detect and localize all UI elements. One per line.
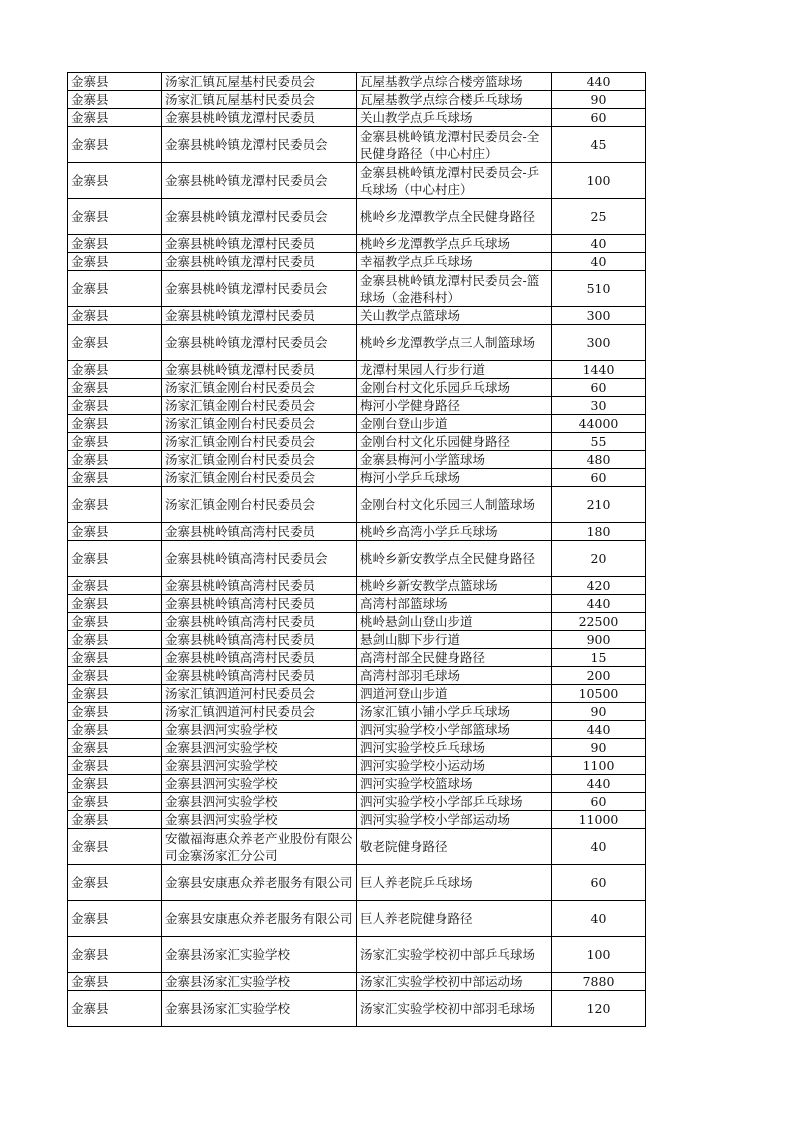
table-row (68, 451, 646, 469)
area-cell: 44000 (552, 415, 646, 433)
venue-cell: 瓦屋基教学点综合楼旁篮球场 (357, 73, 552, 91)
county-cell: 金寨县 (68, 829, 162, 865)
area-cell: 40 (552, 253, 646, 271)
venue-cell: 泗河实验学校小学部篮球场 (357, 721, 552, 739)
area-cell: 45 (552, 127, 646, 163)
table-row (68, 757, 646, 775)
unit-cell: 金寨县桃岭镇高湾村民委员 (162, 595, 357, 613)
unit-cell: 汤家汇镇金刚台村民委员会 (162, 379, 357, 397)
county-cell: 金寨县 (68, 613, 162, 631)
county-cell: 金寨县 (68, 901, 162, 937)
unit-cell: 金寨县桃岭镇龙潭村民委员会 (162, 127, 357, 163)
unit-cell: 金寨县桃岭镇高湾村民委员 (162, 667, 357, 685)
venue-cell: 金刚台村文化乐园乒乓球场 (357, 379, 552, 397)
venue-cell: 泗道河登山步道 (357, 685, 552, 703)
county-cell: 金寨县 (68, 541, 162, 577)
unit-cell: 金寨县桃岭镇龙潭村民委员会 (162, 163, 357, 199)
county-cell: 金寨县 (68, 865, 162, 901)
unit-cell: 金寨县桃岭镇龙潭村民委员 (162, 109, 357, 127)
venue-cell: 泗河实验学校小运动场 (357, 757, 552, 775)
venue-cell: 泗河实验学校乒乓球场 (357, 739, 552, 757)
county-cell: 金寨县 (68, 415, 162, 433)
venue-cell: 梅河小学健身路径 (357, 397, 552, 415)
area-cell: 510 (552, 271, 646, 307)
venue-cell: 关山教学点篮球场 (357, 307, 552, 325)
county-cell: 金寨县 (68, 469, 162, 487)
county-cell: 金寨县 (68, 379, 162, 397)
area-cell: 55 (552, 433, 646, 451)
unit-cell: 金寨县桃岭镇龙潭村民委员 (162, 361, 357, 379)
venue-cell: 桃岭乡高湾小学乒乓球场 (357, 523, 552, 541)
unit-cell: 金寨县桃岭镇龙潭村民委员 (162, 235, 357, 253)
county-cell: 金寨县 (68, 127, 162, 163)
area-cell: 440 (552, 595, 646, 613)
table-row (68, 433, 646, 451)
venue-cell: 汤家汇实验学校初中部羽毛球场 (357, 991, 552, 1027)
county-cell: 金寨县 (68, 649, 162, 667)
area-cell: 60 (552, 793, 646, 811)
area-cell: 180 (552, 523, 646, 541)
unit-cell: 金寨县泗河实验学校 (162, 739, 357, 757)
venue-cell: 汤家汇实验学校初中部乒乓球场 (357, 937, 552, 973)
area-cell: 900 (552, 631, 646, 649)
unit-cell: 汤家汇镇泗道河村民委员会 (162, 703, 357, 721)
area-cell: 440 (552, 73, 646, 91)
venue-cell: 高湾村部篮球场 (357, 595, 552, 613)
unit-cell: 汤家汇镇金刚台村民委员会 (162, 451, 357, 469)
venue-cell: 金寨县桃岭镇龙潭村民委员会-全民健身路径（中心村庄） (357, 127, 552, 163)
table-row (68, 775, 646, 793)
county-cell: 金寨县 (68, 271, 162, 307)
table-row (68, 235, 646, 253)
unit-cell: 金寨县泗河实验学校 (162, 775, 357, 793)
area-cell: 11000 (552, 811, 646, 829)
venue-cell: 瓦屋基教学点综合楼乒乓球场 (357, 91, 552, 109)
unit-cell: 金寨县桃岭镇龙潭村民委员 (162, 253, 357, 271)
county-cell: 金寨县 (68, 937, 162, 973)
area-cell: 210 (552, 487, 646, 523)
area-cell: 1100 (552, 757, 646, 775)
venue-cell: 汤家汇镇小铺小学乒乓球场 (357, 703, 552, 721)
county-cell: 金寨县 (68, 793, 162, 811)
unit-cell: 金寨县桃岭镇龙潭村民委员 (162, 307, 357, 325)
venue-cell: 桃岭乡龙潭教学点三人制篮球场 (357, 325, 552, 361)
venue-cell: 敬老院健身路径 (357, 829, 552, 865)
county-cell: 金寨县 (68, 991, 162, 1027)
county-cell: 金寨县 (68, 739, 162, 757)
table-row (68, 379, 646, 397)
table-row (68, 631, 646, 649)
county-cell: 金寨县 (68, 235, 162, 253)
unit-cell: 金寨县汤家汇实验学校 (162, 973, 357, 991)
county-cell: 金寨县 (68, 523, 162, 541)
table-row (68, 739, 646, 757)
unit-cell: 安徽福海惠众养老产业股份有限公司金寨汤家汇分公司 (162, 829, 357, 865)
table-row (68, 685, 646, 703)
venue-cell: 泗河实验学校小学部运动场 (357, 811, 552, 829)
table-row (68, 541, 646, 577)
county-cell: 金寨县 (68, 631, 162, 649)
table-row (68, 487, 646, 523)
table-row (68, 649, 646, 667)
unit-cell: 金寨县安康惠众养老服务有限公司 (162, 865, 357, 901)
table-row (68, 361, 646, 379)
unit-cell: 金寨县汤家汇实验学校 (162, 991, 357, 1027)
area-cell: 20 (552, 541, 646, 577)
area-cell: 90 (552, 703, 646, 721)
unit-cell: 金寨县安康惠众养老服务有限公司 (162, 901, 357, 937)
county-cell: 金寨县 (68, 109, 162, 127)
county-cell: 金寨县 (68, 73, 162, 91)
venue-cell: 桃岭乡龙潭教学点乒乓球场 (357, 235, 552, 253)
table-row (68, 829, 646, 865)
county-cell: 金寨县 (68, 433, 162, 451)
area-cell: 200 (552, 667, 646, 685)
venue-cell: 高湾村部全民健身路径 (357, 649, 552, 667)
unit-cell: 金寨县桃岭镇高湾村民委员 (162, 649, 357, 667)
unit-cell: 金寨县桃岭镇高湾村民委员 (162, 577, 357, 595)
table-row (68, 163, 646, 199)
venue-cell: 泗河实验学校小学部乒乓球场 (357, 793, 552, 811)
unit-cell: 金寨县桃岭镇高湾村民委员会 (162, 541, 357, 577)
unit-cell: 金寨县泗河实验学校 (162, 757, 357, 775)
table-row (68, 415, 646, 433)
area-cell: 480 (552, 451, 646, 469)
area-cell: 40 (552, 829, 646, 865)
unit-cell: 金寨县桃岭镇高湾村民委员 (162, 523, 357, 541)
unit-cell: 金寨县桃岭镇高湾村民委员 (162, 631, 357, 649)
unit-cell: 金寨县桃岭镇龙潭村民委员会 (162, 271, 357, 307)
venue-cell: 桃岭乡龙潭教学点全民健身路径 (357, 199, 552, 235)
unit-cell: 汤家汇镇金刚台村民委员会 (162, 433, 357, 451)
table-row (68, 397, 646, 415)
table-row (68, 73, 646, 91)
area-cell: 90 (552, 739, 646, 757)
unit-cell: 汤家汇镇金刚台村民委员会 (162, 397, 357, 415)
county-cell: 金寨县 (68, 397, 162, 415)
county-cell: 金寨县 (68, 685, 162, 703)
table-row (68, 307, 646, 325)
unit-cell: 金寨县泗河实验学校 (162, 721, 357, 739)
area-cell: 15 (552, 649, 646, 667)
table-row (68, 523, 646, 541)
area-cell: 100 (552, 163, 646, 199)
unit-cell: 金寨县汤家汇实验学校 (162, 937, 357, 973)
venue-cell: 汤家汇实验学校初中部运动场 (357, 973, 552, 991)
table-row (68, 577, 646, 595)
area-cell: 60 (552, 109, 646, 127)
county-cell: 金寨县 (68, 253, 162, 271)
area-cell: 25 (552, 199, 646, 235)
county-cell: 金寨县 (68, 163, 162, 199)
area-cell: 10500 (552, 685, 646, 703)
area-cell: 440 (552, 775, 646, 793)
county-cell: 金寨县 (68, 811, 162, 829)
area-cell: 420 (552, 577, 646, 595)
table-row (68, 199, 646, 235)
unit-cell: 金寨县桃岭镇龙潭村民委员会 (162, 325, 357, 361)
venue-cell: 龙潭村果园人行步行道 (357, 361, 552, 379)
area-cell: 60 (552, 469, 646, 487)
venue-cell: 巨人养老院乒乓球场 (357, 865, 552, 901)
table-row (68, 721, 646, 739)
area-cell: 22500 (552, 613, 646, 631)
county-cell: 金寨县 (68, 199, 162, 235)
table-row (68, 793, 646, 811)
county-cell: 金寨县 (68, 775, 162, 793)
venue-cell: 梅河小学乒乓球场 (357, 469, 552, 487)
venue-cell: 关山教学点乒乓球场 (357, 109, 552, 127)
unit-cell: 金寨县桃岭镇高湾村民委员 (162, 613, 357, 631)
table-row (68, 703, 646, 721)
venue-cell: 悬剑山脚下步行道 (357, 631, 552, 649)
area-cell: 100 (552, 937, 646, 973)
unit-cell: 汤家汇镇金刚台村民委员会 (162, 415, 357, 433)
venue-cell: 金寨县桃岭镇龙潭村民委员会-乒乓球场（中心村庄） (357, 163, 552, 199)
venue-cell: 巨人养老院健身路径 (357, 901, 552, 937)
table-row (68, 271, 646, 307)
unit-cell: 金寨县桃岭镇龙潭村民委员会 (162, 199, 357, 235)
county-cell: 金寨县 (68, 703, 162, 721)
table-row (68, 91, 646, 109)
venue-cell: 金刚台村文化乐园三人制篮球场 (357, 487, 552, 523)
table-row (68, 325, 646, 361)
venue-table (67, 72, 646, 1027)
table-row (68, 595, 646, 613)
venue-table-body (68, 73, 646, 1027)
county-cell: 金寨县 (68, 451, 162, 469)
area-cell: 440 (552, 721, 646, 739)
venue-cell: 桃岭乡新安教学点全民健身路径 (357, 541, 552, 577)
area-cell: 40 (552, 901, 646, 937)
unit-cell: 汤家汇镇瓦屋基村民委员会 (162, 91, 357, 109)
county-cell: 金寨县 (68, 325, 162, 361)
unit-cell: 汤家汇镇泗道河村民委员会 (162, 685, 357, 703)
county-cell: 金寨县 (68, 487, 162, 523)
table-row (68, 901, 646, 937)
venue-cell: 高湾村部羽毛球场 (357, 667, 552, 685)
table-row (68, 937, 646, 973)
venue-cell: 金刚台村文化乐园健身路径 (357, 433, 552, 451)
table-row (68, 811, 646, 829)
unit-cell: 汤家汇镇金刚台村民委员会 (162, 487, 357, 523)
area-cell: 300 (552, 325, 646, 361)
county-cell: 金寨县 (68, 91, 162, 109)
county-cell: 金寨县 (68, 361, 162, 379)
table-row (68, 109, 646, 127)
unit-cell: 金寨县泗河实验学校 (162, 811, 357, 829)
county-cell: 金寨县 (68, 757, 162, 775)
county-cell: 金寨县 (68, 667, 162, 685)
venue-cell: 金寨县桃岭镇龙潭村民委员会-篮球场（金港科村） (357, 271, 552, 307)
area-cell: 90 (552, 91, 646, 109)
area-cell: 1440 (552, 361, 646, 379)
unit-cell: 汤家汇镇金刚台村民委员会 (162, 469, 357, 487)
table-row (68, 865, 646, 901)
county-cell: 金寨县 (68, 721, 162, 739)
area-cell: 7880 (552, 973, 646, 991)
venue-cell: 金寨县梅河小学篮球场 (357, 451, 552, 469)
table-row (68, 973, 646, 991)
county-cell: 金寨县 (68, 307, 162, 325)
area-cell: 60 (552, 865, 646, 901)
table-row (68, 253, 646, 271)
venue-cell: 桃岭悬剑山登山步道 (357, 613, 552, 631)
area-cell: 300 (552, 307, 646, 325)
county-cell: 金寨县 (68, 595, 162, 613)
county-cell: 金寨县 (68, 973, 162, 991)
area-cell: 60 (552, 379, 646, 397)
county-cell: 金寨县 (68, 577, 162, 595)
venue-cell: 幸福教学点乒乓球场 (357, 253, 552, 271)
venue-cell: 桃岭乡新安教学点篮球场 (357, 577, 552, 595)
table-row (68, 613, 646, 631)
unit-cell: 汤家汇镇瓦屋基村民委员会 (162, 73, 357, 91)
area-cell: 120 (552, 991, 646, 1027)
table-row (68, 127, 646, 163)
area-cell: 30 (552, 397, 646, 415)
venue-cell: 泗河实验学校篮球场 (357, 775, 552, 793)
unit-cell: 金寨县泗河实验学校 (162, 793, 357, 811)
table-row (68, 667, 646, 685)
venue-cell: 金刚台登山步道 (357, 415, 552, 433)
area-cell: 40 (552, 235, 646, 253)
table-row (68, 469, 646, 487)
table-row (68, 991, 646, 1027)
